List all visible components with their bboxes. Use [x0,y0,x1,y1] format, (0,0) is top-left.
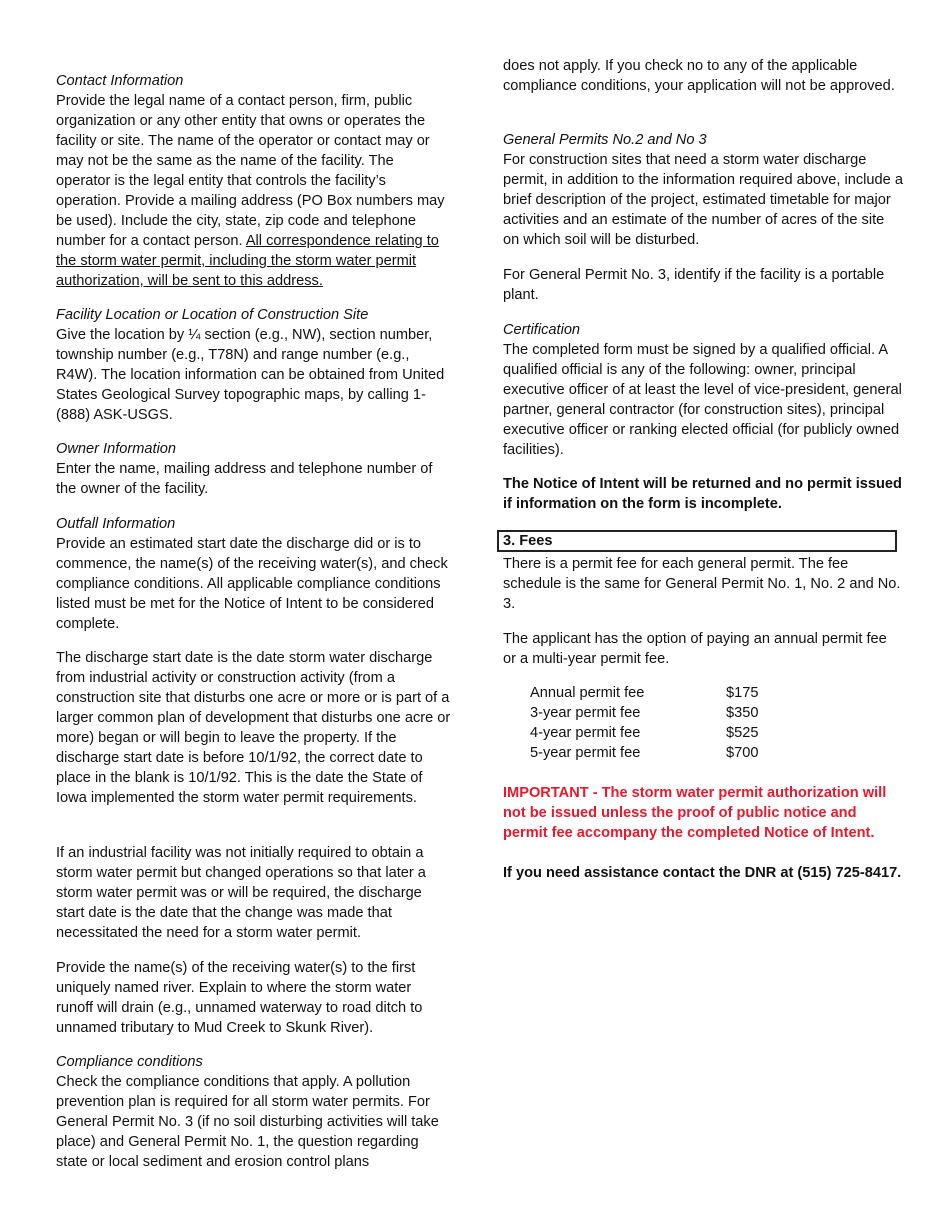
general-permits-text: For construction sites that need a storm water discharge permit, in addition to the information required above, include a brief description of the project, estimated timetable for major activities and an estimate of the number of acres of the site on which soil will be disturbed. [503,152,903,248]
table-row [530,683,758,703]
fees-heading-label: 3. Fees [503,533,553,549]
contact-heading: Contact Information [56,73,184,89]
owner-section [56,439,452,499]
table-row [530,743,758,763]
compliance-section [56,1052,452,1172]
fee-name: 4-year permit fee [530,725,641,741]
outfall-heading: Outfall Information [56,516,176,532]
fee-name: 3-year permit fee [530,705,641,721]
general-permits-section [503,130,903,250]
owner-heading: Owner Information [56,441,177,457]
general-permits-heading: General Permits No.2 and No 3 [503,132,707,148]
contact-section [56,71,452,291]
outfall-text: Provide an estimated start date the discharge did or is to commence, the name(s) of the receiving water(s), and check compliance conditions. All applicable compliance conditions listed must be met for the Notice of Intent to be considered complete. [56,536,448,632]
certification-text: The completed form must be signed by a qualified official. A qualified official is any of the following: owner, principal executive officer of at least the level of vice-president, general partner, general contractor (for construction sites), principal executive officer or ranking elected official (for publicly owned facilities). [503,342,902,458]
receiving-water-text: Provide the name(s) of the receiving water(s) to the first uniquely named river. Explain to where the storm water runoff will drain (e.g., unnamed waterway to road ditch to unnamed tributary to Mud Creek to Skunk River). [56,960,423,1036]
certification-section [503,320,903,460]
incomplete-notice: The Notice of Intent will be returned and no permit issued if information on the form is incomplete. [503,476,902,512]
fee-schedule-table [530,683,758,763]
important-notice: IMPORTANT - The storm water permit authorization will not be issued unless the proof of public notice and permit fee accompany the completed Notice of Intent. [503,785,887,841]
fee-amount: $700 [726,745,759,761]
facility-text: Give the location by ¼ section (e.g., NW), section number, township number (e.g., T78N) and range number (e.g., R4W). The location information can be obtained from United States Geological Survey topographic maps, by calling 1-(888) ASK-USGS. [56,327,445,423]
portable-plant-text: For General Permit No. 3, identify if the facility is a portable plant. [503,267,885,303]
assistance-contact: If you need assistance contact the DNR at (515) 725-8417. [503,865,902,881]
fee-amount: $175 [726,685,759,701]
industrial-text: If an industrial facility was not initially required to obtain a storm water permit but changed operations so that later a storm water permit was or will be required, the discharge start date is the date that the change was made that necessitated the need for a storm water permit. [56,845,426,941]
contact-text: Provide the legal name of a contact person, firm, public organization or any other entity that owns or operates the facility or site. The name of the operator or contact may or may not be the same as the name of the facility. The operator is the legal entity that controls the facility’s operation. Provide a mailing address (PO Box numbers may be used). Include the city, state, zip code and telephone number for a contact person. All correspondence relating to the storm water permit, including the storm water permit authorization, will be sent to this address. [56,93,445,289]
fees-text: There is a permit fee for each general permit. The fee schedule is the same for General Permit No. 1, No. 2 and No. 3. [503,556,901,612]
fee-option-text: The applicant has the option of paying an annual permit fee or a multi-year permit fee. [503,631,887,667]
fee-name: 5-year permit fee [530,745,641,761]
certification-heading: Certification [503,322,581,338]
facility-heading: Facility Location or Location of Construction Site [56,307,369,323]
owner-text: Enter the name, mailing address and telephone number of the owner of the facility. [56,461,433,497]
compliance-heading: Compliance conditions [56,1054,203,1070]
fees-section-heading [497,530,897,552]
fee-amount: $525 [726,725,759,741]
fee-name: Annual permit fee [530,685,645,701]
table-row [530,723,758,743]
table-row [530,703,758,723]
outfall-section [56,514,452,634]
facility-section [56,305,452,425]
correspondence-note: All correspondence relating to the storm water permit, including the storm water permit authorization, will be sent to this address. [56,233,439,289]
fee-amount: $350 [726,705,759,721]
discharge-date-text: The discharge start date is the date storm water discharge from industrial activity or construction activity (from a construction site that disturbs one acre or more or is part of a larger common plan of development that disturbs one acre or more) began or will begin to leave the property. If the discharge start date is before 10/1/92, the correct date to place in the blank is 10/1/92. This is the date the State of Iowa implemented the storm water permit requirements. [56,650,451,806]
compliance-continued-text: does not apply. If you check no to any of the applicable compliance conditions, your application will not be approved. [503,58,895,94]
compliance-text: Check the compliance conditions that apply. A pollution prevention plan is required for all storm water permits. For General Permit No. 3 (if no soil disturbing activities will take place) and General Permit No. 1, the question regarding state or local sediment and erosion control plans [56,1074,439,1170]
